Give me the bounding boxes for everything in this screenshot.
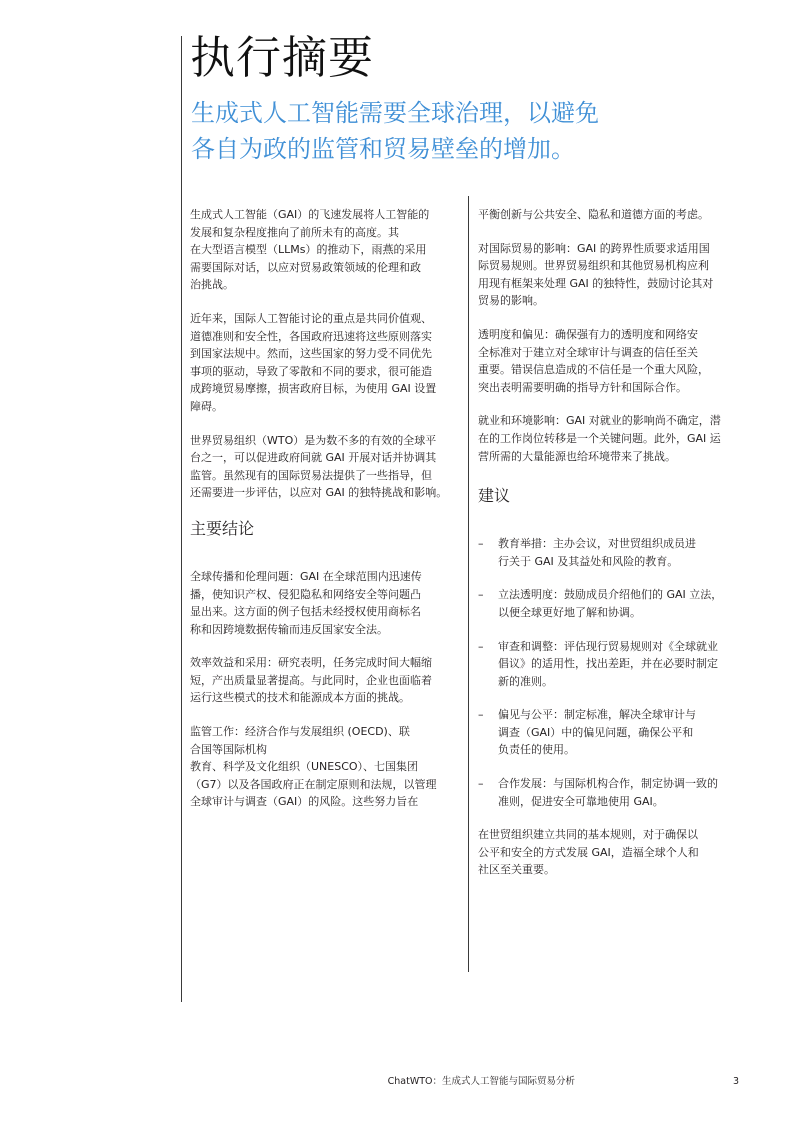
subtitle-line: 各自为政的监管和贸易壁垒的增加。	[191, 135, 575, 163]
text-line: 倡议》的适用性，找出差距，并在必要时制定	[498, 657, 718, 671]
text-line: 际贸易规则。世界贸易组织和其他贸易机构应利	[478, 259, 709, 273]
text-line: 监管工作：经济合作与发展组织 (OECD)、联	[190, 725, 410, 739]
text-line: 偏见与公平：制定标准，解决全球审计与	[498, 708, 696, 722]
column-divider-rule	[468, 196, 469, 972]
text-line: 教育、科学及文化组织（UNESCO）、七国集团	[190, 760, 419, 774]
text-line: 教育举措：主办会议，对世贸组织成员进	[498, 537, 696, 551]
trade-impact-paragraph	[478, 240, 746, 310]
text-line: 成跨境贸易摩擦，损害政府目标，为使用 GAI 设置	[190, 382, 437, 396]
intro-paragraph-3	[190, 432, 462, 502]
text-line: 公平和安全的方式发展 GAI，造福全球个人和	[478, 845, 699, 859]
recommendations-heading: 建议	[478, 486, 511, 506]
dash-bullet: –	[478, 639, 484, 653]
footer-title: ChatWTO：生成式人工智能与国际贸易分析	[387, 1076, 575, 1087]
page-number: 3	[733, 1076, 740, 1087]
text-line: 播，使知识产权、侵犯隐私和网络安全等问题凸	[190, 587, 421, 601]
text-line: 世界贸易组织（WTO）是为数不多的有效的全球平	[190, 433, 437, 447]
recommendations-list	[478, 535, 746, 810]
text-line: （G7）以及各国政府正在制定原则和法规，以管理	[190, 777, 437, 791]
list-item	[478, 775, 746, 810]
text-line: 监管。虽然现有的国际贸易法提供了一些指导，但	[190, 468, 432, 482]
text-line: 事项的驱动，导致了零散和不同的要求，很可能造	[190, 364, 432, 378]
text-line: 道德准则和安全性，各国政府迅速将这些原则落实	[190, 329, 432, 343]
intro-paragraph-2	[190, 310, 462, 416]
text-line: 审查和调整：评估现行贸易规则对《全球就业	[498, 639, 718, 653]
employment-paragraph	[478, 412, 746, 465]
text-line: 在世贸组织建立共同的基本规则，对于确保以	[478, 828, 698, 842]
text-line: 合作发展：与国际机构合作，制定协调一致的	[498, 777, 718, 791]
list-item	[478, 638, 746, 691]
dash-bullet: –	[478, 708, 484, 722]
text-line: 效率效益和采用：研究表明，任务完成时间大幅缩	[190, 656, 432, 670]
list-item	[478, 586, 746, 621]
text-line: 负责任的使用。	[498, 743, 575, 757]
text-line: 显出来。这方面的例子包括未经授权使用商标名	[190, 605, 421, 619]
text-line: 到国家法规中。然而，这些国家的努力受不同优先	[190, 347, 432, 361]
continued-paragraph	[478, 206, 746, 224]
text-line: 新的准则。	[498, 674, 553, 688]
text-line: 用现有框架来处理 GAI 的独特性，鼓励讨论其对	[478, 276, 714, 290]
text-line: 以便全球更好地了解和协调。	[498, 605, 641, 619]
finding-paragraph-3	[190, 723, 462, 811]
subtitle-line: 生成式人工智能需要全球治理，以避免	[191, 99, 599, 127]
text-line: 需要国际对话，以应对贸易政策领域的伦理和政	[190, 260, 421, 274]
text-line: 在的工作岗位转移是一个关键问题。此外，GAI 运	[478, 431, 721, 445]
dash-bullet: –	[478, 777, 484, 791]
text-line: 合国等国际机构	[190, 742, 267, 756]
text-line: 全球审计与调查（GAI）的风险。这些努力旨在	[190, 795, 419, 809]
text-line: 发展和复杂程度推向了前所未有的高度。其	[190, 225, 399, 239]
text-line: 在大型语言模型（LLMs）的推动下，雨燕的采用	[190, 243, 427, 257]
list-item	[478, 535, 746, 570]
text-line: 对国际贸易的影响：GAI 的跨界性质要求适用国	[478, 241, 710, 255]
text-line: 社区至关重要。	[478, 863, 555, 877]
text-line: 突出表明需要明确的指导方针和国际合作。	[478, 380, 687, 394]
text-line: 透明度和偏见：确保强有力的透明度和网络安	[478, 327, 698, 341]
intro-paragraph-1	[190, 206, 462, 294]
finding-paragraph-1	[190, 568, 462, 638]
right-column	[478, 206, 746, 895]
text-line: 就业和环境影响：GAI 对就业的影响尚不确定，潜	[478, 414, 721, 428]
text-line: 生成式人工智能（GAI）的飞速发展将人工智能的	[190, 208, 430, 221]
text-line: 贸易的影响。	[478, 294, 544, 308]
text-line: 近年来，国际人工智能讨论的重点是共同价值观、	[190, 311, 432, 325]
text-line: 还需要进一步评估，以应对 GAI 的独特挑战和影响。	[190, 486, 448, 500]
left-column	[190, 206, 462, 827]
dash-bullet: –	[478, 537, 484, 551]
text-line: 障碍。	[190, 399, 223, 413]
page-subtitle	[191, 95, 661, 167]
text-line: 重要。错误信息造成的不信任是一个重大风险，	[478, 363, 709, 377]
text-line: 准则，促进安全可靠地使用 GAI。	[498, 794, 664, 808]
list-item	[478, 706, 746, 759]
text-line: 行关于 GAI 及其益处和风险的教育。	[498, 554, 679, 568]
text-line: 立法透明度：鼓励成员介绍他们的 GAI 立法，	[498, 588, 723, 602]
dash-bullet: –	[478, 588, 484, 602]
left-vertical-rule	[181, 36, 182, 1002]
text-line: 短，产出质量显著提高。与此同时，企业也面临着	[190, 673, 432, 687]
page-title: 执行摘要	[190, 31, 375, 84]
text-line: 治挑战。	[190, 278, 234, 292]
transparency-paragraph	[478, 326, 746, 396]
text-line: 全标准对于建立对全球审计与调查的信任至关	[478, 345, 698, 359]
finding-paragraph-2	[190, 654, 462, 707]
text-line: 营所需的大量能源也给环境带来了挑战。	[478, 449, 676, 463]
text-line: 全球传播和伦理问题：GAI 在全球范围内迅速传	[190, 569, 422, 583]
text-line: 称和因跨境数据传输而违反国家安全法。	[190, 622, 388, 636]
text-line: 运行这些模式的技术和能源成本方面的挑战。	[190, 691, 410, 705]
text-line: 台之一，可以促进政府间就 GAI 开展对话并协调其	[190, 451, 437, 465]
text-line: 调查（GAI）中的偏见问题，确保公平和	[498, 725, 694, 739]
findings-heading: 主要结论	[190, 518, 255, 538]
closing-paragraph	[478, 826, 746, 879]
text-line: 平衡创新与公共安全、隐私和道德方面的考虑。	[478, 208, 709, 221]
